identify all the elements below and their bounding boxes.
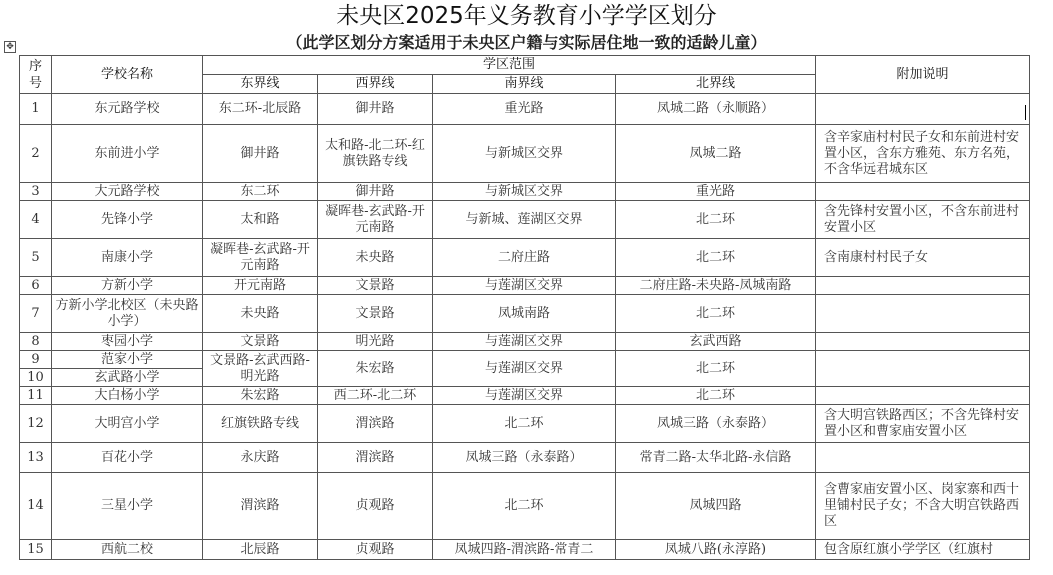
cell-seq: 8	[20, 333, 52, 351]
cell-south: 与莲湖区交界	[433, 351, 616, 387]
table-row	[20, 94, 1030, 125]
cell-north: 北二环	[616, 295, 816, 333]
table-row	[20, 333, 1030, 351]
cell-north: 凤城二路	[616, 125, 816, 183]
cell-south: 与莲湖区交界	[433, 333, 616, 351]
cell-school: 东前进小学	[52, 125, 203, 183]
cell-school: 三星小学	[52, 473, 203, 540]
cell-north: 常青二路-太华北路-永信路	[616, 443, 816, 473]
cell-north: 重光路	[616, 183, 816, 201]
cell-seq: 7	[20, 295, 52, 333]
cell-west: 太和路-北二环-红旗铁路专线	[318, 125, 433, 183]
text-cursor	[1025, 105, 1026, 120]
cell-north: 凤城四路	[616, 473, 816, 540]
cell-seq: 13	[20, 443, 52, 473]
header-school: 学校名称	[52, 56, 203, 94]
cell-south: 重光路	[433, 94, 616, 125]
header-seq: 序号	[20, 56, 52, 94]
cell-school: 大元路学校	[52, 183, 203, 201]
cell-north: 凤城二路（永顺路）	[616, 94, 816, 125]
cell-school: 方新小学北校区（未央路小学）	[52, 295, 203, 333]
header-west: 西界线	[318, 75, 433, 94]
header-north: 北界线	[616, 75, 816, 94]
table-row	[20, 473, 1030, 540]
cell-south: 凤城四路-渭滨路-常青二	[433, 540, 616, 560]
cell-school: 东元路学校	[52, 94, 203, 125]
cell-west: 渭滨路	[318, 443, 433, 473]
cell-south: 与新城区交界	[433, 183, 616, 201]
cell-north: 玄武西路	[616, 333, 816, 351]
cell-seq: 12	[20, 405, 52, 443]
cell-west: 贞观路	[318, 473, 433, 540]
cell-seq: 3	[20, 183, 52, 201]
cell-west: 西二环-北二环	[318, 387, 433, 405]
cell-north: 凤城八路(永淳路)	[616, 540, 816, 560]
cell-seq: 9	[20, 351, 52, 369]
document-title: 未央区2025年义务教育小学学区划分	[336, 3, 717, 29]
cell-note	[816, 443, 1030, 473]
cell-north: 凤城三路（永泰路）	[616, 405, 816, 443]
cell-note[interactable]	[816, 94, 1030, 125]
cell-seq: 5	[20, 239, 52, 277]
table-row	[20, 295, 1030, 333]
cell-school: 玄武路小学	[52, 369, 203, 387]
table-row	[20, 183, 1030, 201]
cell-north: 北二环	[616, 239, 816, 277]
cell-south: 与新城区交界	[433, 125, 616, 183]
cell-west: 朱宏路	[318, 351, 433, 387]
cell-note: 含南康村村民子女	[816, 239, 1030, 277]
cell-west: 文景路	[318, 277, 433, 295]
cell-south: 与莲湖区交界	[433, 277, 616, 295]
header-south: 南界线	[433, 75, 616, 94]
cell-east: 红旗铁路专线	[203, 405, 318, 443]
cell-north: 北二环	[616, 201, 816, 239]
cell-west: 贞观路	[318, 540, 433, 560]
cell-seq: 4	[20, 201, 52, 239]
cell-north: 北二环	[616, 387, 816, 405]
table-row	[20, 125, 1030, 183]
cell-east: 东二环	[203, 183, 318, 201]
cell-south: 北二环	[433, 473, 616, 540]
cell-school: 范家小学	[52, 351, 203, 369]
cell-note	[816, 351, 1030, 387]
cell-note: 含大明宫铁路西区；不含先锋村安置小区和曹家庙安置小区	[816, 405, 1030, 443]
cell-school: 枣园小学	[52, 333, 203, 351]
cell-note	[816, 295, 1030, 333]
table-row	[20, 351, 1030, 369]
cell-seq: 14	[20, 473, 52, 540]
cell-note: 含曹家庙安置小区、岗家寨和西十里铺村民子女；不含大明宫铁路西区	[816, 473, 1030, 540]
table-row	[20, 277, 1030, 295]
school-district-table	[19, 55, 1030, 560]
cell-west: 文景路	[318, 295, 433, 333]
cell-school: 西航二校	[52, 540, 203, 560]
cell-school: 南康小学	[52, 239, 203, 277]
cell-school: 大白杨小学	[52, 387, 203, 405]
cell-school: 方新小学	[52, 277, 203, 295]
cell-south: 与新城、莲湖区交界	[433, 201, 616, 239]
cell-seq: 6	[20, 277, 52, 295]
cell-west: 明光路	[318, 333, 433, 351]
cell-east: 东二环-北辰路	[203, 94, 318, 125]
cell-west: 御井路	[318, 94, 433, 125]
table-row	[20, 201, 1030, 239]
cell-school: 大明宫小学	[52, 405, 203, 443]
cell-note	[816, 183, 1030, 201]
cell-note: 含先锋村安置小区，不含东前进村安置小区	[816, 201, 1030, 239]
cell-note: 包含原红旗小学学区（红旗村	[816, 540, 1030, 560]
cell-seq: 15	[20, 540, 52, 560]
cell-north: 二府庄路-未央路-凤城南路	[616, 277, 816, 295]
cell-east: 渭滨路	[203, 473, 318, 540]
cell-note	[816, 333, 1030, 351]
cell-west: 御井路	[318, 183, 433, 201]
cell-note: 含辛家庙村村民子女和东前进村安置小区，含东方雅苑、东方名苑，不含华远君城东区	[816, 125, 1030, 183]
cell-south: 与莲湖区交界	[433, 387, 616, 405]
cell-west: 凝晖巷-玄武路-开元南路	[318, 201, 433, 239]
cell-north: 北二环	[616, 351, 816, 387]
table-row	[20, 387, 1030, 405]
cell-seq: 10	[20, 369, 52, 387]
cell-east: 北辰路	[203, 540, 318, 560]
cell-seq: 11	[20, 387, 52, 405]
cell-east: 永庆路	[203, 443, 318, 473]
table-row	[20, 540, 1030, 560]
table-row	[20, 405, 1030, 443]
cell-south: 北二环	[433, 405, 616, 443]
cell-east: 文景路	[203, 333, 318, 351]
header-range: 学区范围	[203, 56, 816, 75]
header-note: 附加说明	[816, 56, 1030, 94]
cell-note	[816, 387, 1030, 405]
cell-east: 凝晖巷-玄武路-开元南路	[203, 239, 318, 277]
cell-seq: 1	[20, 94, 52, 125]
move-handle-icon[interactable]: ✥	[4, 41, 16, 53]
cell-note	[816, 277, 1030, 295]
cell-south: 凤城南路	[433, 295, 616, 333]
cell-south: 凤城三路（永泰路）	[433, 443, 616, 473]
cell-east: 未央路	[203, 295, 318, 333]
cell-west: 未央路	[318, 239, 433, 277]
table-row	[20, 443, 1030, 473]
cell-school: 百花小学	[52, 443, 203, 473]
cell-school: 先锋小学	[52, 201, 203, 239]
cell-seq: 2	[20, 125, 52, 183]
cell-east: 文景路-玄武西路-明光路	[203, 351, 318, 387]
cell-east: 御井路	[203, 125, 318, 183]
table-row	[20, 239, 1030, 277]
cell-east: 太和路	[203, 201, 318, 239]
document-subtitle: （此学区划分方案适用于未央区户籍与实际居住地一致的适龄儿童）	[286, 33, 767, 52]
header-east: 东界线	[203, 75, 318, 94]
cell-east: 朱宏路	[203, 387, 318, 405]
cell-west: 渭滨路	[318, 405, 433, 443]
cell-south: 二府庄路	[433, 239, 616, 277]
cell-east: 开元南路	[203, 277, 318, 295]
